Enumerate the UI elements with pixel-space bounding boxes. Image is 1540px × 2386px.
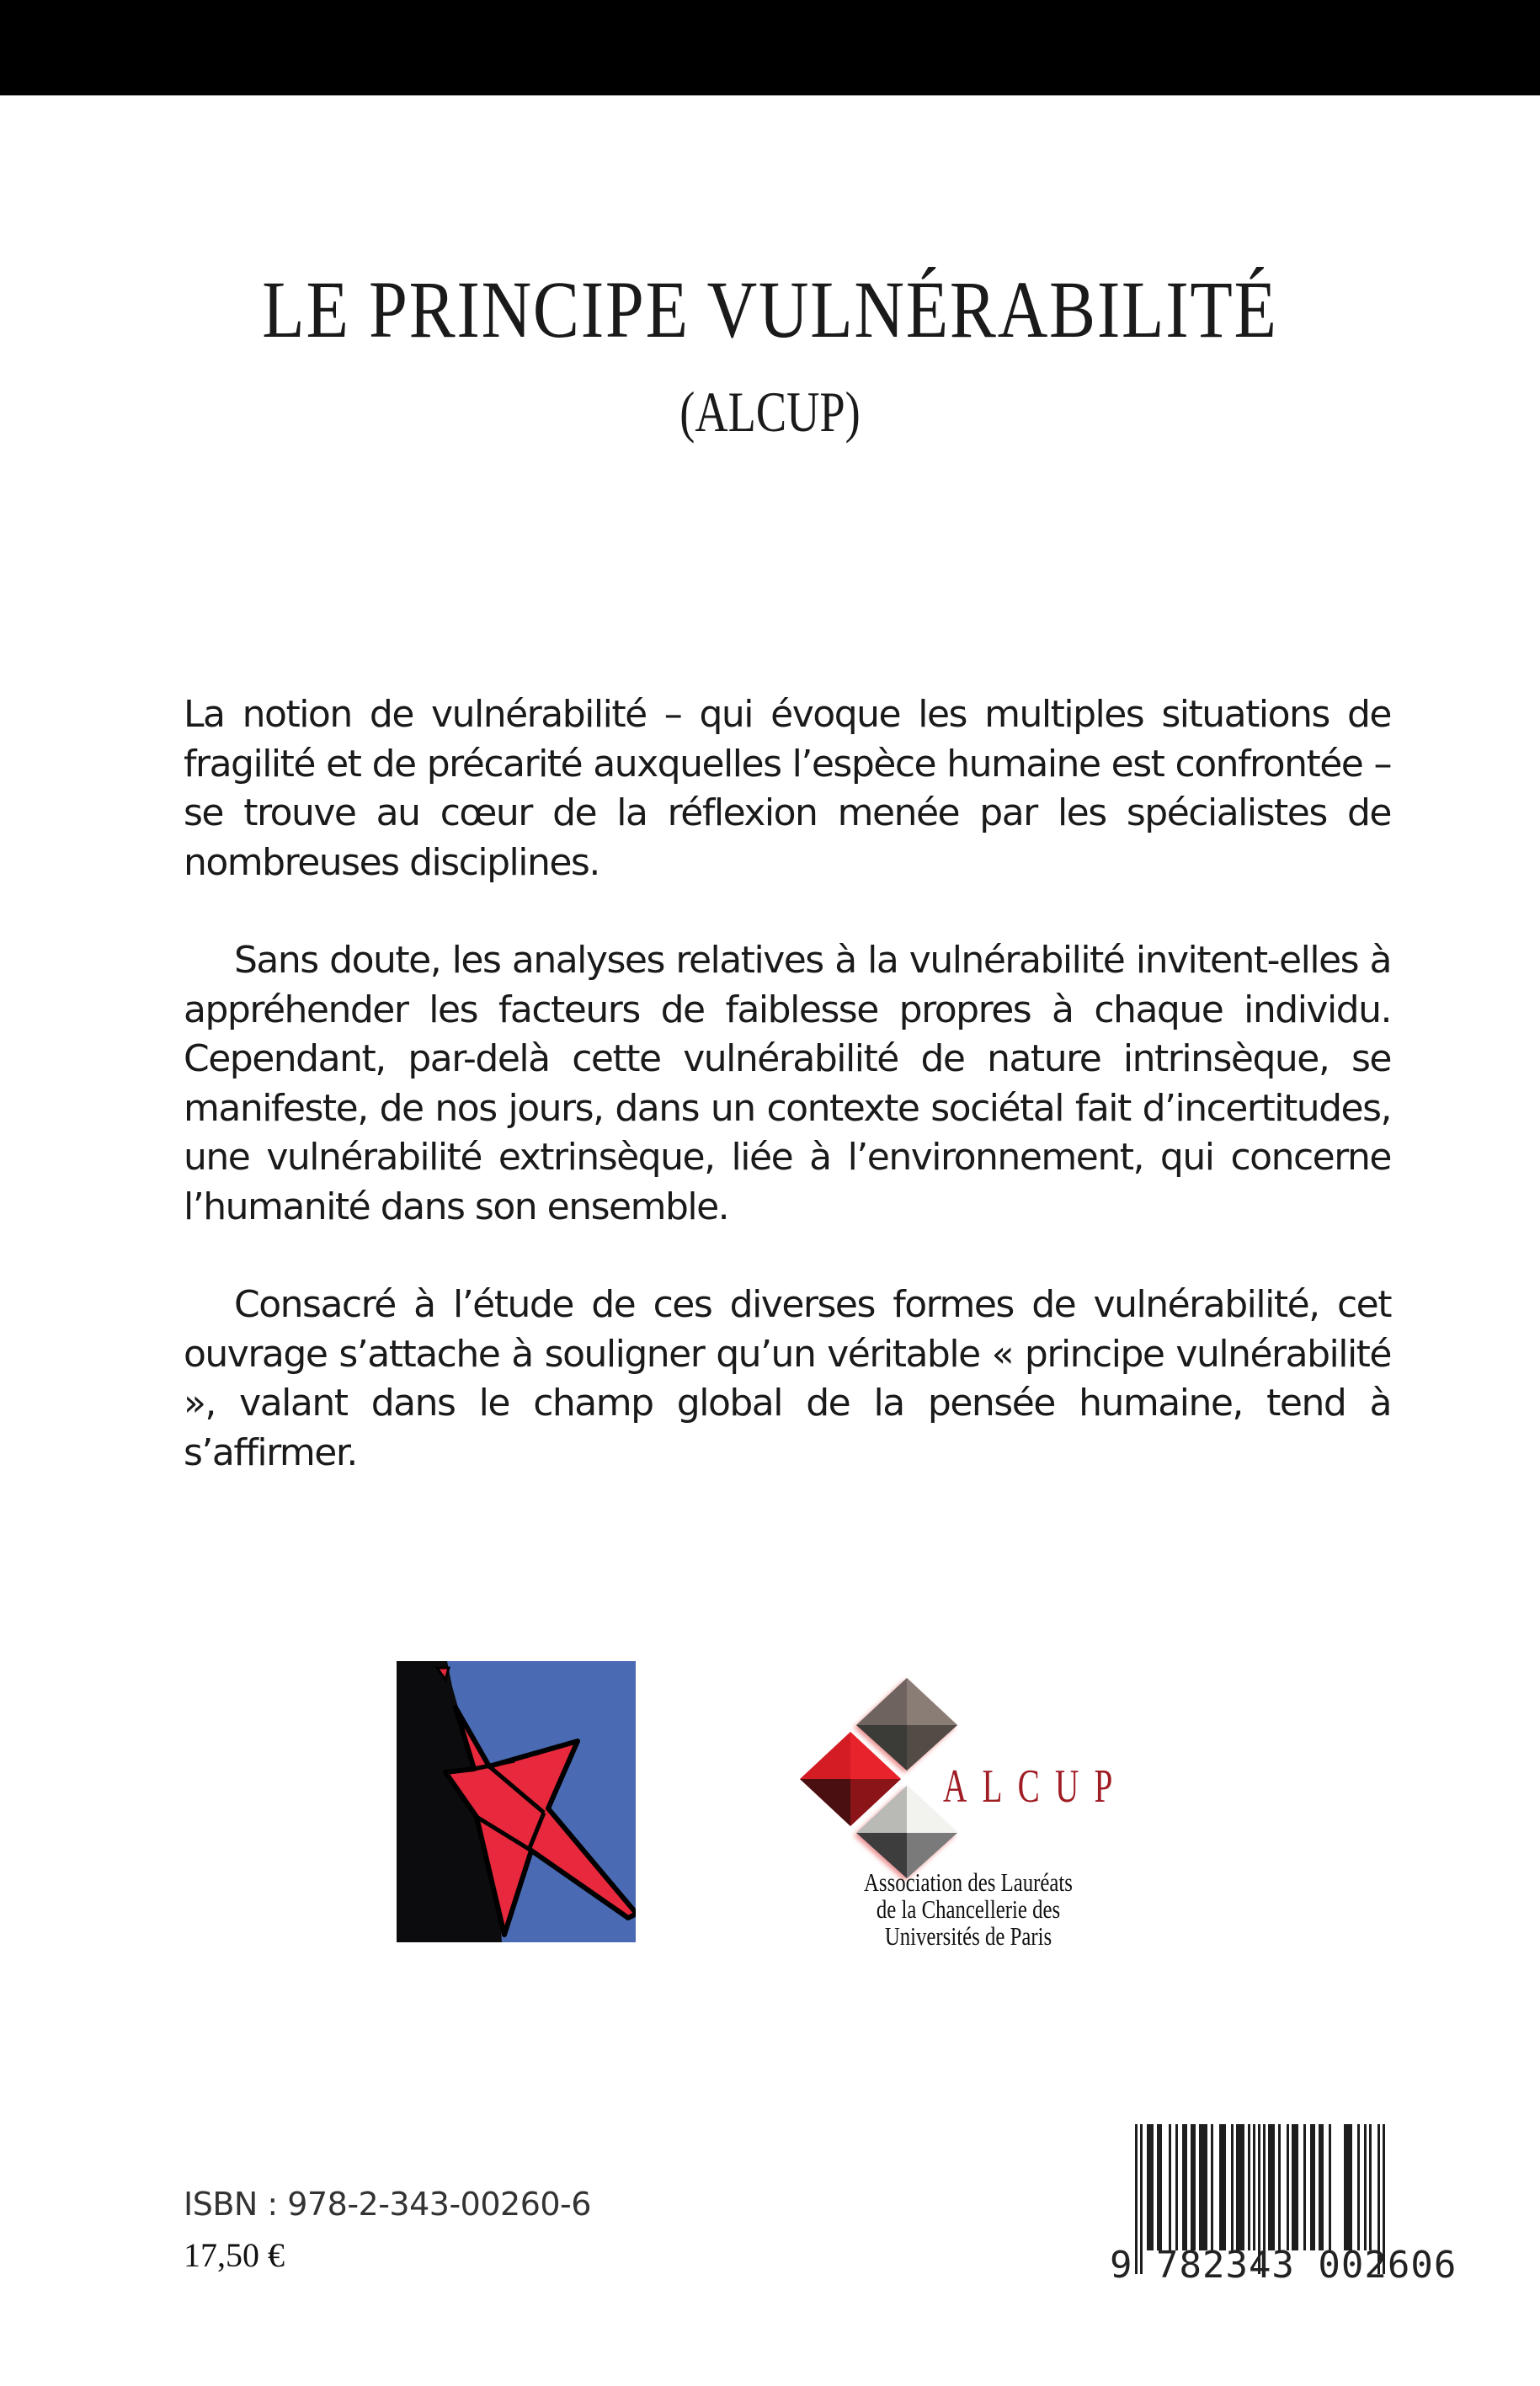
back-cover-blurb xyxy=(184,690,1391,1526)
blurb-paragraph-1: La notion de vulnérabilité – qui évoque les multiples situations de fragilité et de précarité auxquelles l’espèce humaine est confrontée – se trouve au cœur de la réflexion menée par les spécialistes de nombreuses disciplines. xyxy=(184,693,1391,884)
isbn-label: ISBN : 978-2-343-00260-6 xyxy=(184,2186,591,2223)
book-title: LE PRINCIPE VULNÉRABILITÉ xyxy=(262,264,1278,354)
alcup-wordmark: ALCUP xyxy=(943,1760,1128,1813)
alcup-full-name xyxy=(827,1869,1110,1950)
price-label: 17,50 € xyxy=(184,2236,285,2274)
book-subtitle: (ALCUP) xyxy=(679,380,861,444)
top-black-band xyxy=(0,0,1540,95)
alcup-full-name-line-2: de la Chancellerie des Universités de Paris xyxy=(876,1894,1061,1951)
alcup-full-name-line-1: Association des Lauréats xyxy=(864,1867,1073,1897)
barcode-digits: 9 782343 002606 xyxy=(1110,2244,1457,2287)
red-star-on-blue-icon xyxy=(397,1661,636,1942)
top-band-edge xyxy=(0,95,1540,96)
blurb-paragraph-3: Consacré à l’étude de ces diverses formes de vulnérabilité, cet ouvrage s’attache à souligner qu’un véritable « principe vulnérabilité », valant dans le champ global de la pensée humaine, tend à s’affirmer. xyxy=(184,1283,1391,1474)
blurb-paragraph-2: Sans doute, les analyses relatives à la vulnérabilité invitent-elles à appréhender les facteurs de faiblesse propres à chaque individu. Cependant, par-delà cette vulnérabilité de nature intrinsèque, se manifeste, de nos jours, dans un contexte sociétal fait d’incertitudes, une vulnérabilité extrinsèque, liée à l’environnement, qui concerne l’humanité dans son ensemble. xyxy=(184,939,1391,1228)
